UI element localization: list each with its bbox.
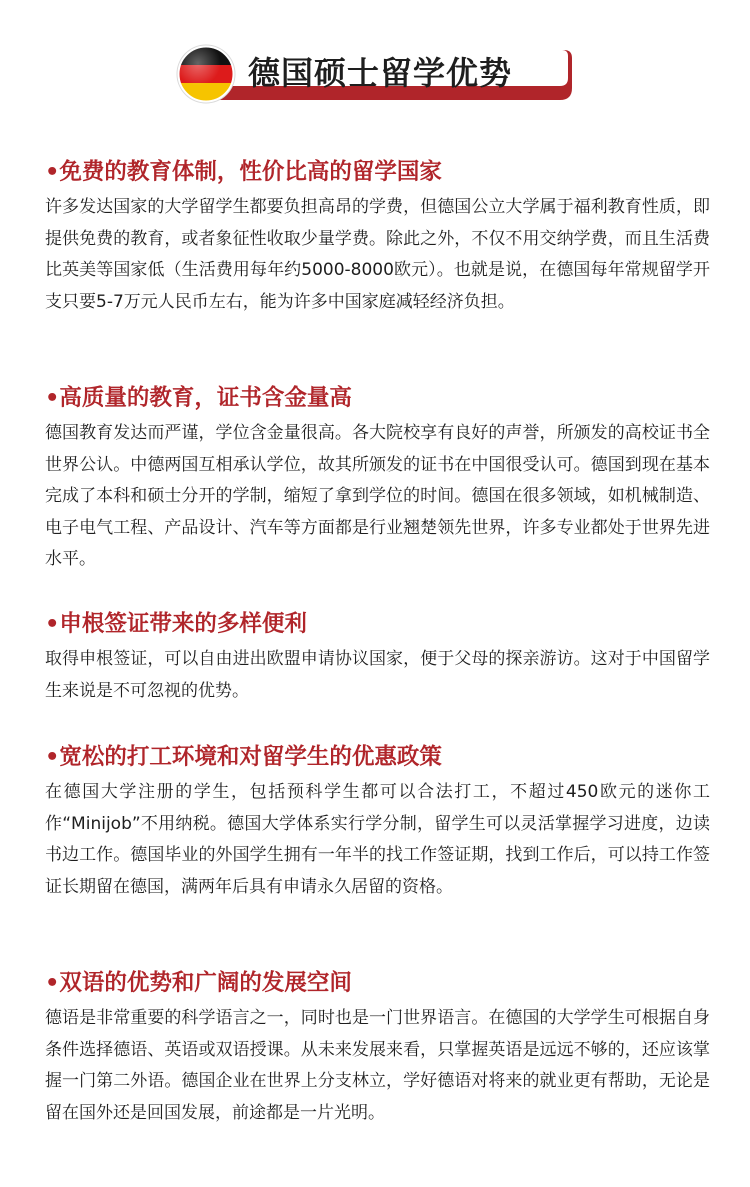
section-bilingual <box>45 963 710 1129</box>
page-header <box>176 44 576 106</box>
section-schengen-visa <box>45 604 710 707</box>
section-body: 在德国大学注册的学生，包括预科学生都可以合法打工，不超过450欧元的迷你工作“Minijob”不用纳税。德国大学体系实行学分制，留学生可以灵活掌握学习进度，边读书边工作。德国毕业的外国学生拥有一年半的找工作签证期，找到工作后，可以持工作签证长期留在德国，满两年后具有申请永久居留的资格。 <box>45 782 710 897</box>
section-heading: •高质量的教育，证书含金量高 <box>45 385 352 411</box>
germany-flag-icon <box>176 44 236 104</box>
section-heading: •免费的教育体制，性价比高的留学国家 <box>45 159 442 185</box>
section-body: 德国教育发达而严谨，学位含金量很高。各大院校享有良好的声誉，所颁发的高校证书全世界公认。中德两国互相承认学位，故其所颁发的证书在中国很受认可。德国到现在基本完成了本科和硕士分开的学制，缩短了拿到学位的时间。德国在很多领域，如机械制造、电子电气工程、产品设计、汽车等方面都是行业翘楚领先世界，许多专业都处于世界先进水平。 <box>45 423 710 569</box>
section-work-policy <box>45 737 710 903</box>
section-quality-education <box>45 378 710 576</box>
section-body: 取得申根签证，可以自由进出欧盟申请协议国家，便于父母的探亲游访。这对于中国留学生来说是不可忽视的优势。 <box>45 649 710 701</box>
section-body: 德语是非常重要的科学语言之一，同时也是一门世界语言。在德国的大学学生可根据自身条件选择德语、英语或双语授课。从未来发展来看，只掌握英语是远远不够的，还应该掌握一门第二外语。德国企业在世界上分支林立，学好德语对将来的就业更有帮助，无论是留在国外还是回国发展，前途都是一片光明。 <box>45 1008 710 1123</box>
section-heading: •宽松的打工环境和对留学生的优惠政策 <box>45 744 442 770</box>
section-body: 许多发达国家的大学留学生都要负担高昂的学费，但德国公立大学属于福利教育性质，即提供免费的教育，或者象征性收取少量学费。除此之外，不仅不用交纳学费，而且生活费比英美等国家低（生活费用每年约5000-8000欧元）。也就是说，在德国每年常规留学开支只要5-7万元人民币左右，能为许多中国家庭减轻经济负担。 <box>45 197 710 312</box>
section-free-education <box>45 152 710 318</box>
section-heading: •双语的优势和广阔的发展空间 <box>45 970 352 996</box>
page-title: 德国硕士留学优势 <box>248 54 513 92</box>
section-heading: •申根签证带来的多样便利 <box>45 611 307 637</box>
